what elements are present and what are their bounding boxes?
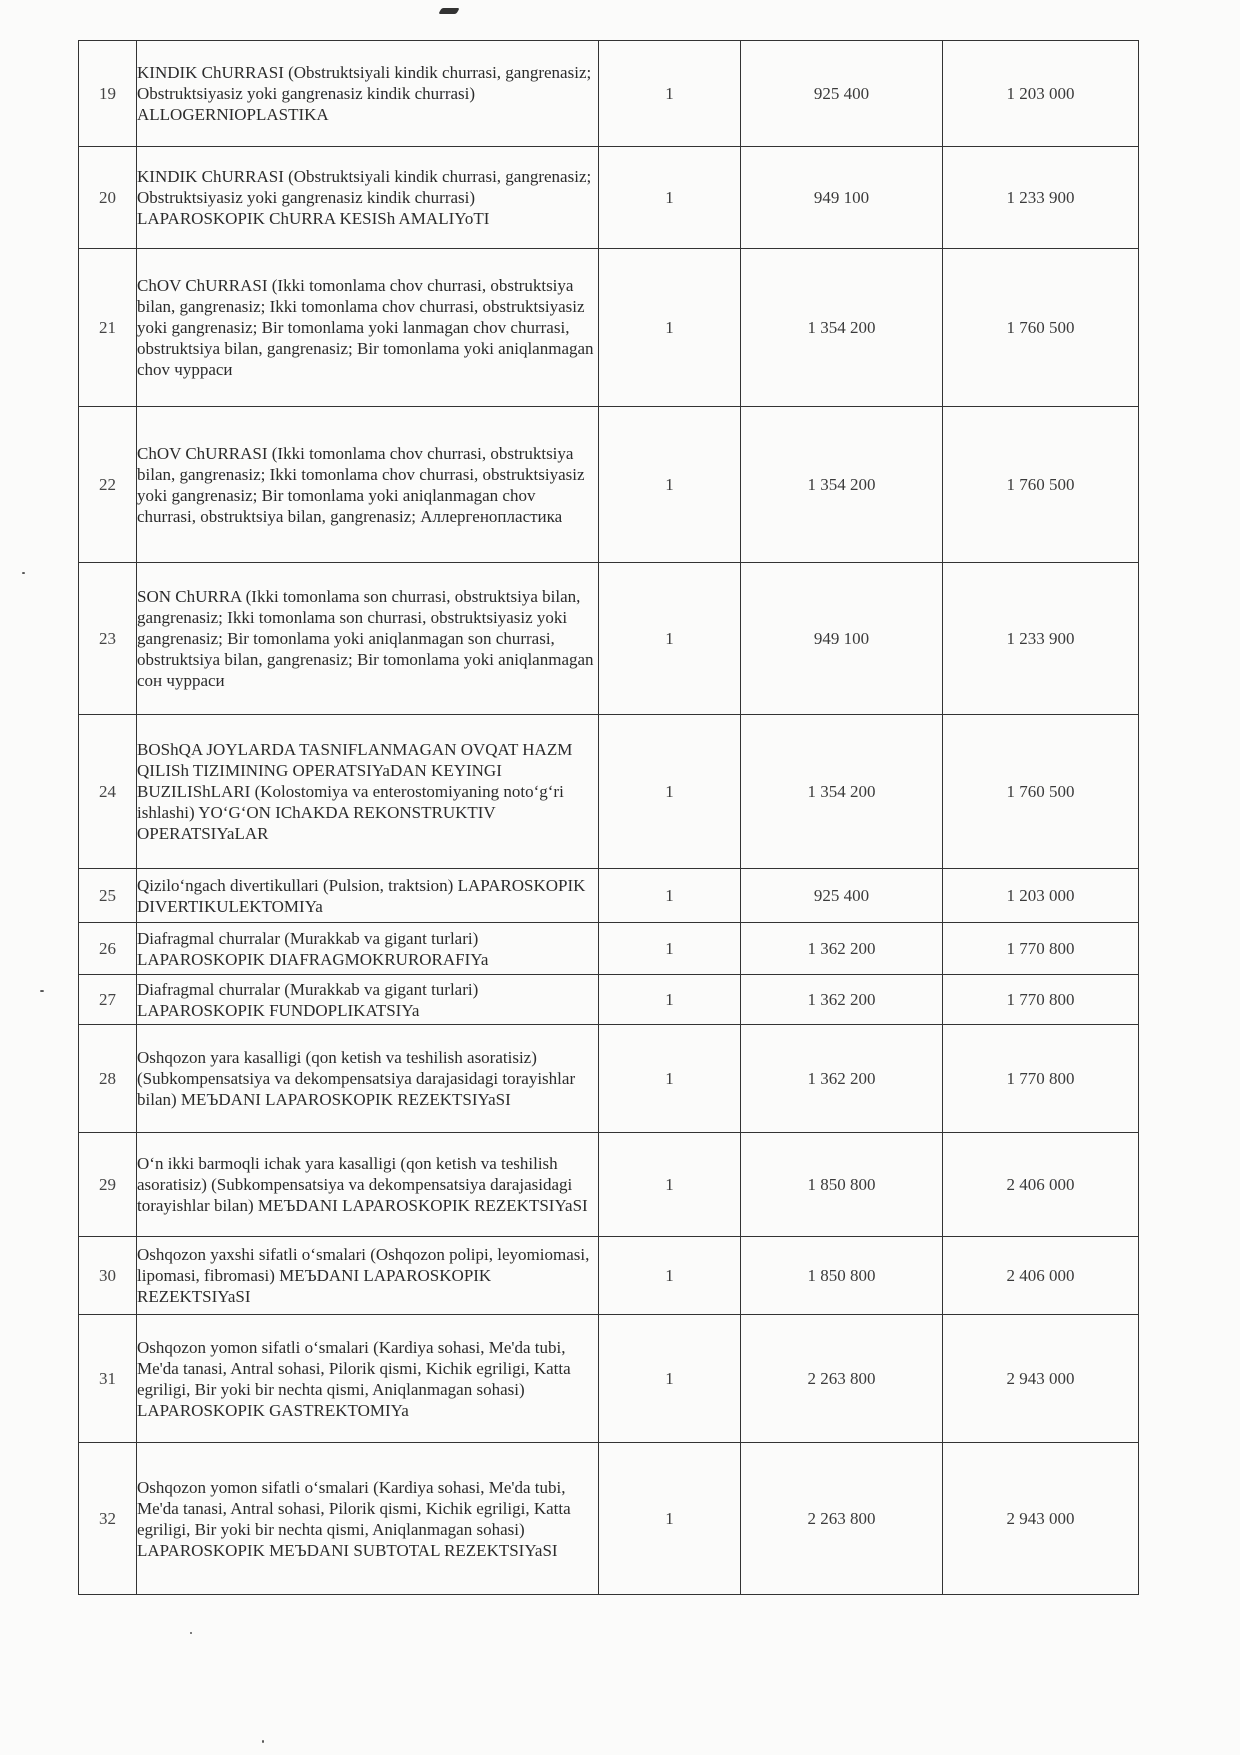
- row-number: 23: [79, 563, 137, 715]
- service-name: Oshqozon yaxshi sifatli o‘smalari (Oshqozon polipi, leyomiomasi, lipomasi, fibromasi) MEЪDANI LAPAROSKOPIK REZEKTSIYaSI: [137, 1237, 599, 1315]
- price-2: 1 233 900: [943, 147, 1139, 249]
- service-name: ChOV ChURRASI (Ikki tomonlama chov churrasi, obstruktsiya bilan, gangrenasiz; Ikki tomonlama chov churrasi, obstruktsiyasiz yoki gangrenasiz; Bir tomonlama yoki aniqlanmagan chov churrasi, obstruktsiya bilan, gangrenasiz; Аллергенопластика: [137, 407, 599, 563]
- table-row: [79, 249, 1139, 407]
- scan-speck: [22, 572, 25, 574]
- price-2: 2 406 000: [943, 1237, 1139, 1315]
- row-number: 29: [79, 1133, 137, 1237]
- price-1: 925 400: [741, 41, 943, 147]
- price-2: 1 760 500: [943, 715, 1139, 869]
- row-number: 27: [79, 975, 137, 1025]
- quantity: 1: [599, 923, 741, 975]
- price-2: 1 760 500: [943, 249, 1139, 407]
- row-number: 24: [79, 715, 137, 869]
- table-row: [79, 1025, 1139, 1133]
- service-name: BOShQA JOYLARDA TASNIFLANMAGAN OVQAT HAZM QILISh TIZIMINING OPERATSIYaDAN KEYINGI BUZILIShLARI (Kolostomiya va enterostomiyaning noto‘g‘ri ishlashi) YO‘G‘ON IChAKDA REKONSTRUKTIV OPERATSIYaLAR: [137, 715, 599, 869]
- price-2: 1 203 000: [943, 869, 1139, 923]
- table-row: [79, 41, 1139, 147]
- quantity: 1: [599, 41, 741, 147]
- row-number: 28: [79, 1025, 137, 1133]
- price-1: 1 362 200: [741, 923, 943, 975]
- scan-artifact-mark: [438, 8, 459, 14]
- service-name: SON ChURRA (Ikki tomonlama son churrasi, obstruktsiya bilan, gangrenasiz; Ikki tomonlama son churrasi, obstruktsiyasiz yoki gangrenasiz; Bir tomonlama yoki aniqlanmagan son churrasi, obstruktsiya bilan, gangrenasiz; Bir tomonlama yoki aniqlanmagan сон чурраси: [137, 563, 599, 715]
- quantity: 1: [599, 1237, 741, 1315]
- row-number: 32: [79, 1443, 137, 1595]
- service-name: Oshqozon yara kasalligi (qon ketish va teshilish asoratisiz) (Subkompensatsiya va dekompensatsiya darajasidagi torayishlar bilan) MEЪDANI LAPAROSKOPIK REZEKTSIYaSI: [137, 1025, 599, 1133]
- price-1: 1 362 200: [741, 1025, 943, 1133]
- table-row: [79, 147, 1139, 249]
- price-2: 2 406 000: [943, 1133, 1139, 1237]
- table-row: [79, 975, 1139, 1025]
- price-2: 1 760 500: [943, 407, 1139, 563]
- price-2: 1 770 800: [943, 1025, 1139, 1133]
- quantity: 1: [599, 975, 741, 1025]
- row-number: 25: [79, 869, 137, 923]
- table-row: [79, 407, 1139, 563]
- price-2: 1 770 800: [943, 923, 1139, 975]
- price-1: 1 354 200: [741, 715, 943, 869]
- price-2: 1 203 000: [943, 41, 1139, 147]
- table-row: [79, 1443, 1139, 1595]
- price-1: 2 263 800: [741, 1315, 943, 1443]
- price-2: 1 233 900: [943, 563, 1139, 715]
- scan-speck: [262, 1740, 264, 1743]
- quantity: 1: [599, 715, 741, 869]
- price-1: 1 354 200: [741, 249, 943, 407]
- quantity: 1: [599, 1025, 741, 1133]
- price-1: 1 850 800: [741, 1237, 943, 1315]
- service-name: Diafragmal churralar (Murakkab va gigant turlari) LAPAROSKOPIK DIAFRAGMOKRURORAFIYa: [137, 923, 599, 975]
- table-row: [79, 563, 1139, 715]
- quantity: 1: [599, 1133, 741, 1237]
- price-1: 2 263 800: [741, 1443, 943, 1595]
- table-row: [79, 923, 1139, 975]
- row-number: 31: [79, 1315, 137, 1443]
- quantity: 1: [599, 1443, 741, 1595]
- price-1: 1 850 800: [741, 1133, 943, 1237]
- service-name: KINDIK ChURRASI (Obstruktsiyali kindik churrasi, gangrenasiz; Obstruktsiyasiz yoki gangrenasiz kindik churrasi) LAPAROSKOPIK ChURRA KESISh AMALIYoTI: [137, 147, 599, 249]
- price-1: 949 100: [741, 147, 943, 249]
- row-number: 26: [79, 923, 137, 975]
- price-1: 949 100: [741, 563, 943, 715]
- table-row: [79, 869, 1139, 923]
- row-number: 21: [79, 249, 137, 407]
- service-name: KINDIK ChURRASI (Obstruktsiyali kindik churrasi, gangrenasiz; Obstruktsiyasiz yoki gangrenasiz kindik churrasi) ALLOGERNIOPLASTIKA: [137, 41, 599, 147]
- price-2: 2 943 000: [943, 1315, 1139, 1443]
- table-row: [79, 1133, 1139, 1237]
- quantity: 1: [599, 147, 741, 249]
- scan-speck: [190, 1632, 192, 1634]
- service-name: ChOV ChURRASI (Ikki tomonlama chov churrasi, obstruktsiya bilan, gangrenasiz; Ikki tomonlama chov churrasi, obstruktsiyasiz yoki gangrenasiz; Bir tomonlama yoki lanmagan chov churrasi, obstruktsiya bilan, gangrenasiz; Bir tomonlama yoki aniqlanmagan chov чурраси: [137, 249, 599, 407]
- table-row: [79, 715, 1139, 869]
- service-name: Qizilo‘ngach divertikullari (Pulsion, traktsion) LAPAROSKOPIK DIVERTIKULEKTOMIYa: [137, 869, 599, 923]
- quantity: 1: [599, 407, 741, 563]
- quantity: 1: [599, 869, 741, 923]
- row-number: 19: [79, 41, 137, 147]
- service-name: Oshqozon yomon sifatli o‘smalari (Kardiya sohasi, Me'da tubi, Me'da tanasi, Antral sohasi, Pilorik qismi, Kichik egriligi, Katta egriligi, Bir yoki bir nechta qismi, Aniqlanmagan sohasi) LAPAROSKOPIK GASTREKTOMIYa: [137, 1315, 599, 1443]
- quantity: 1: [599, 249, 741, 407]
- table-row: [79, 1315, 1139, 1443]
- price-table: [78, 40, 1139, 1595]
- service-name: Diafragmal churralar (Murakkab va gigant turlari) LAPAROSKOPIK FUNDOPLIKATSIYa: [137, 975, 599, 1025]
- quantity: 1: [599, 563, 741, 715]
- price-2: 2 943 000: [943, 1443, 1139, 1595]
- row-number: 30: [79, 1237, 137, 1315]
- scan-speck: [40, 990, 44, 992]
- table-row: [79, 1237, 1139, 1315]
- row-number: 20: [79, 147, 137, 249]
- price-1: 925 400: [741, 869, 943, 923]
- price-1: 1 362 200: [741, 975, 943, 1025]
- row-number: 22: [79, 407, 137, 563]
- price-2: 1 770 800: [943, 975, 1139, 1025]
- quantity: 1: [599, 1315, 741, 1443]
- price-1: 1 354 200: [741, 407, 943, 563]
- service-name: O‘n ikki barmoqli ichak yara kasalligi (qon ketish va teshilish asoratisiz) (Subkompensatsiya va dekompensatsiya darajasidagi torayishlar bilan) MEЪDANI LAPAROSKOPIK REZEKTSIYaSI: [137, 1133, 599, 1237]
- service-name: Oshqozon yomon sifatli o‘smalari (Kardiya sohasi, Me'da tubi, Me'da tanasi, Antral sohasi, Pilorik qismi, Kichik egriligi, Katta egriligi, Bir yoki bir nechta qismi, Aniqlanmagan sohasi) LAPAROSKOPIK MEЪDANI SUBTOTAL REZEKTSIYaSI: [137, 1443, 599, 1595]
